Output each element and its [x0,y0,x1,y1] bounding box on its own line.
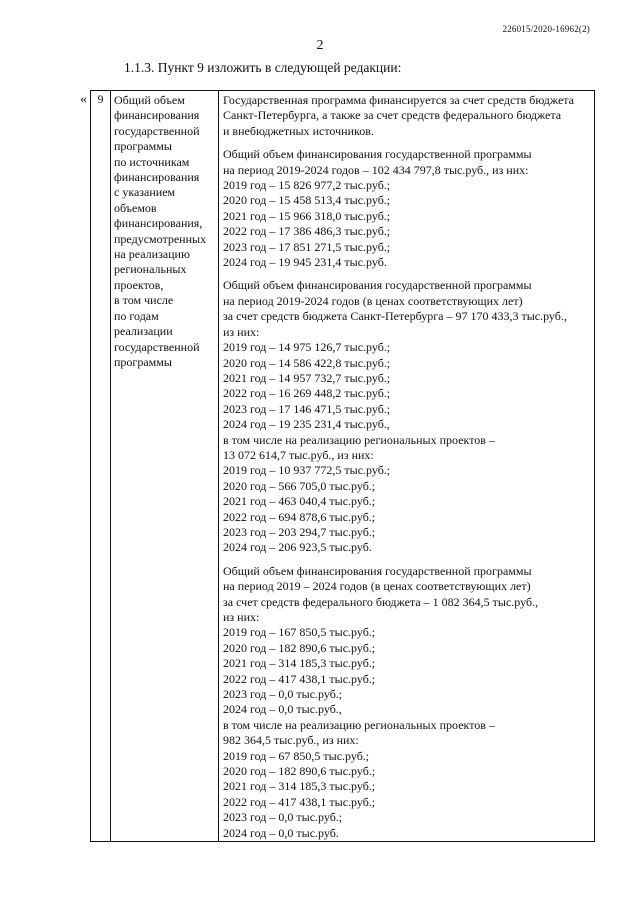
content-line: 2023 год – 0,0 тыс.руб.; [223,687,343,702]
row-name-line: проектов, [114,277,164,292]
row-number-cell [91,91,111,842]
content-line: 2024 год – 0,0 тыс.руб., [223,702,342,717]
content-line: 2024 год – 206 923,5 тыс.руб. [223,540,372,555]
content-line: 2019 год – 14 975 126,7 тыс.руб.; [223,340,391,355]
row-name-line: на реализацию [114,247,190,262]
content-line: и внебюджетных источников. [223,123,374,138]
row-name-line: программы [114,354,172,369]
row-name-line: объемов [114,200,157,215]
content-line: 2024 год – 19 235 231,4 тыс.руб., [223,417,390,432]
content-line: на период 2019-2024 годов (в ценах соответствующих лет) [223,293,523,308]
content-line: на период 2019 – 2024 годов (в ценах соответствующих лет) [223,579,531,594]
content-line: Общий объем финансирования государственной программы [223,278,532,293]
content-line: из них: [223,610,260,624]
row-content-cell [219,91,595,842]
content-line: 2024 год – 19 945 231,4 тыс.руб. [223,255,387,270]
row-name-line: по источникам [114,154,190,169]
table-row [91,91,595,842]
row-name-line: финансирования [114,108,200,123]
content-line: 2020 год – 182 890,6 тыс.руб.; [223,764,376,779]
content-line: 2023 год – 17 851 271,5 тыс.руб.; [223,239,391,254]
content-line: Санкт-Петербурга, а также за счет средств федерального бюджета [223,108,562,123]
content-line: 2021 год – 15 966 318,0 тыс.руб.; [223,208,391,223]
row-name-line: реализации [114,324,173,339]
amendment-instruction: 1.1.3. Пункт 9 изложить в следующей редакции: [124,60,402,75]
content-line: 982 364,5 тыс.руб., из них: [223,733,359,748]
content-line: 2024 год – 0,0 тыс.руб. [223,825,339,840]
content-line: на период 2019-2024 годов – 102 434 797,8 тыс.руб., из них: [223,162,529,177]
row-name-line: программы [114,139,172,154]
content-line: за счет средств бюджета Санкт-Петербурга – 97 170 433,3 тыс.руб., [223,309,567,324]
page-number: 2 [316,38,324,53]
row-name-text [114,93,215,370]
content-line: из них: [223,324,260,339]
row-number: 9 [97,92,104,106]
content-line: Государственная программа финансируется за счет средств бюджета [223,93,575,107]
document-id: 226015/2020-16962(2) [502,24,590,34]
row-name-line: финансирования [114,170,200,185]
content-paragraph [223,147,591,270]
content-line: 2020 год – 566 705,0 тыс.руб.; [223,478,376,493]
content-line: 2022 год – 417 438,1 тыс.руб.; [223,794,376,809]
content-line: в том числе на реализацию региональных проектов – [223,432,495,447]
opening-quote-mark: « [80,92,87,107]
content-line: 2019 год – 15 826 977,2 тыс.руб.; [223,178,391,193]
content-line: 2019 год – 10 937 772,5 тыс.руб.; [223,463,391,478]
row-name-line: финансирования, [114,216,203,231]
content-paragraph [223,278,591,555]
content-line: 13 072 614,7 тыс.руб., из них: [223,447,374,462]
content-line: 2022 год – 694 878,6 тыс.руб.; [223,509,376,524]
content-line: 2023 год – 0,0 тыс.руб.; [223,810,343,825]
row-name-line: государственной [114,123,200,138]
content-line: в том числе на реализацию региональных проектов – [223,717,495,732]
content-line: 2023 год – 203 294,7 тыс.руб.; [223,524,376,539]
content-line: Общий объем финансирования государственной программы [223,563,532,578]
row-name-line: региональных [114,262,187,277]
row-name-line: предусмотренных [114,231,207,246]
content-line: за счет средств федерального бюджета – 1 082 364,5 тыс.руб., [223,594,539,609]
content-paragraph [223,93,591,139]
content-line: 2022 год – 16 269 448,2 тыс.руб.; [223,386,391,401]
content-line: 2021 год – 14 957 732,7 тыс.руб.; [223,370,391,385]
content-line: 2019 год – 67 850,5 тыс.руб.; [223,748,370,763]
row-name-line: государственной [114,339,200,354]
row-name-cell [111,91,219,842]
row-content-text [223,93,591,841]
content-line: 2020 год – 15 458 513,4 тыс.руб.; [223,193,391,208]
content-line: 2021 год – 463 040,4 тыс.руб.; [223,494,376,509]
content-line: 2022 год – 417 438,1 тыс.руб.; [223,671,376,686]
row-name-line: по годам [114,308,159,323]
program-funding-table [90,90,595,842]
content-paragraph [223,564,591,841]
content-line: 2021 год – 314 185,3 тыс.руб.; [223,656,376,671]
row-name-line: с указанием [114,185,176,200]
content-line: 2022 год – 17 386 486,3 тыс.руб.; [223,224,391,239]
content-line: 2023 год – 17 146 471,5 тыс.руб.; [223,401,391,416]
content-line: 2019 год – 167 850,5 тыс.руб.; [223,625,376,640]
content-line: 2020 год – 14 586 422,8 тыс.руб.; [223,355,391,370]
content-line: 2021 год – 314 185,3 тыс.руб.; [223,779,376,794]
content-line: 2020 год – 182 890,6 тыс.руб.; [223,640,376,655]
content-line: Общий объем финансирования государственной программы [223,147,532,162]
row-name-line: Общий объем [114,93,185,107]
row-name-line: в том числе [114,293,174,308]
